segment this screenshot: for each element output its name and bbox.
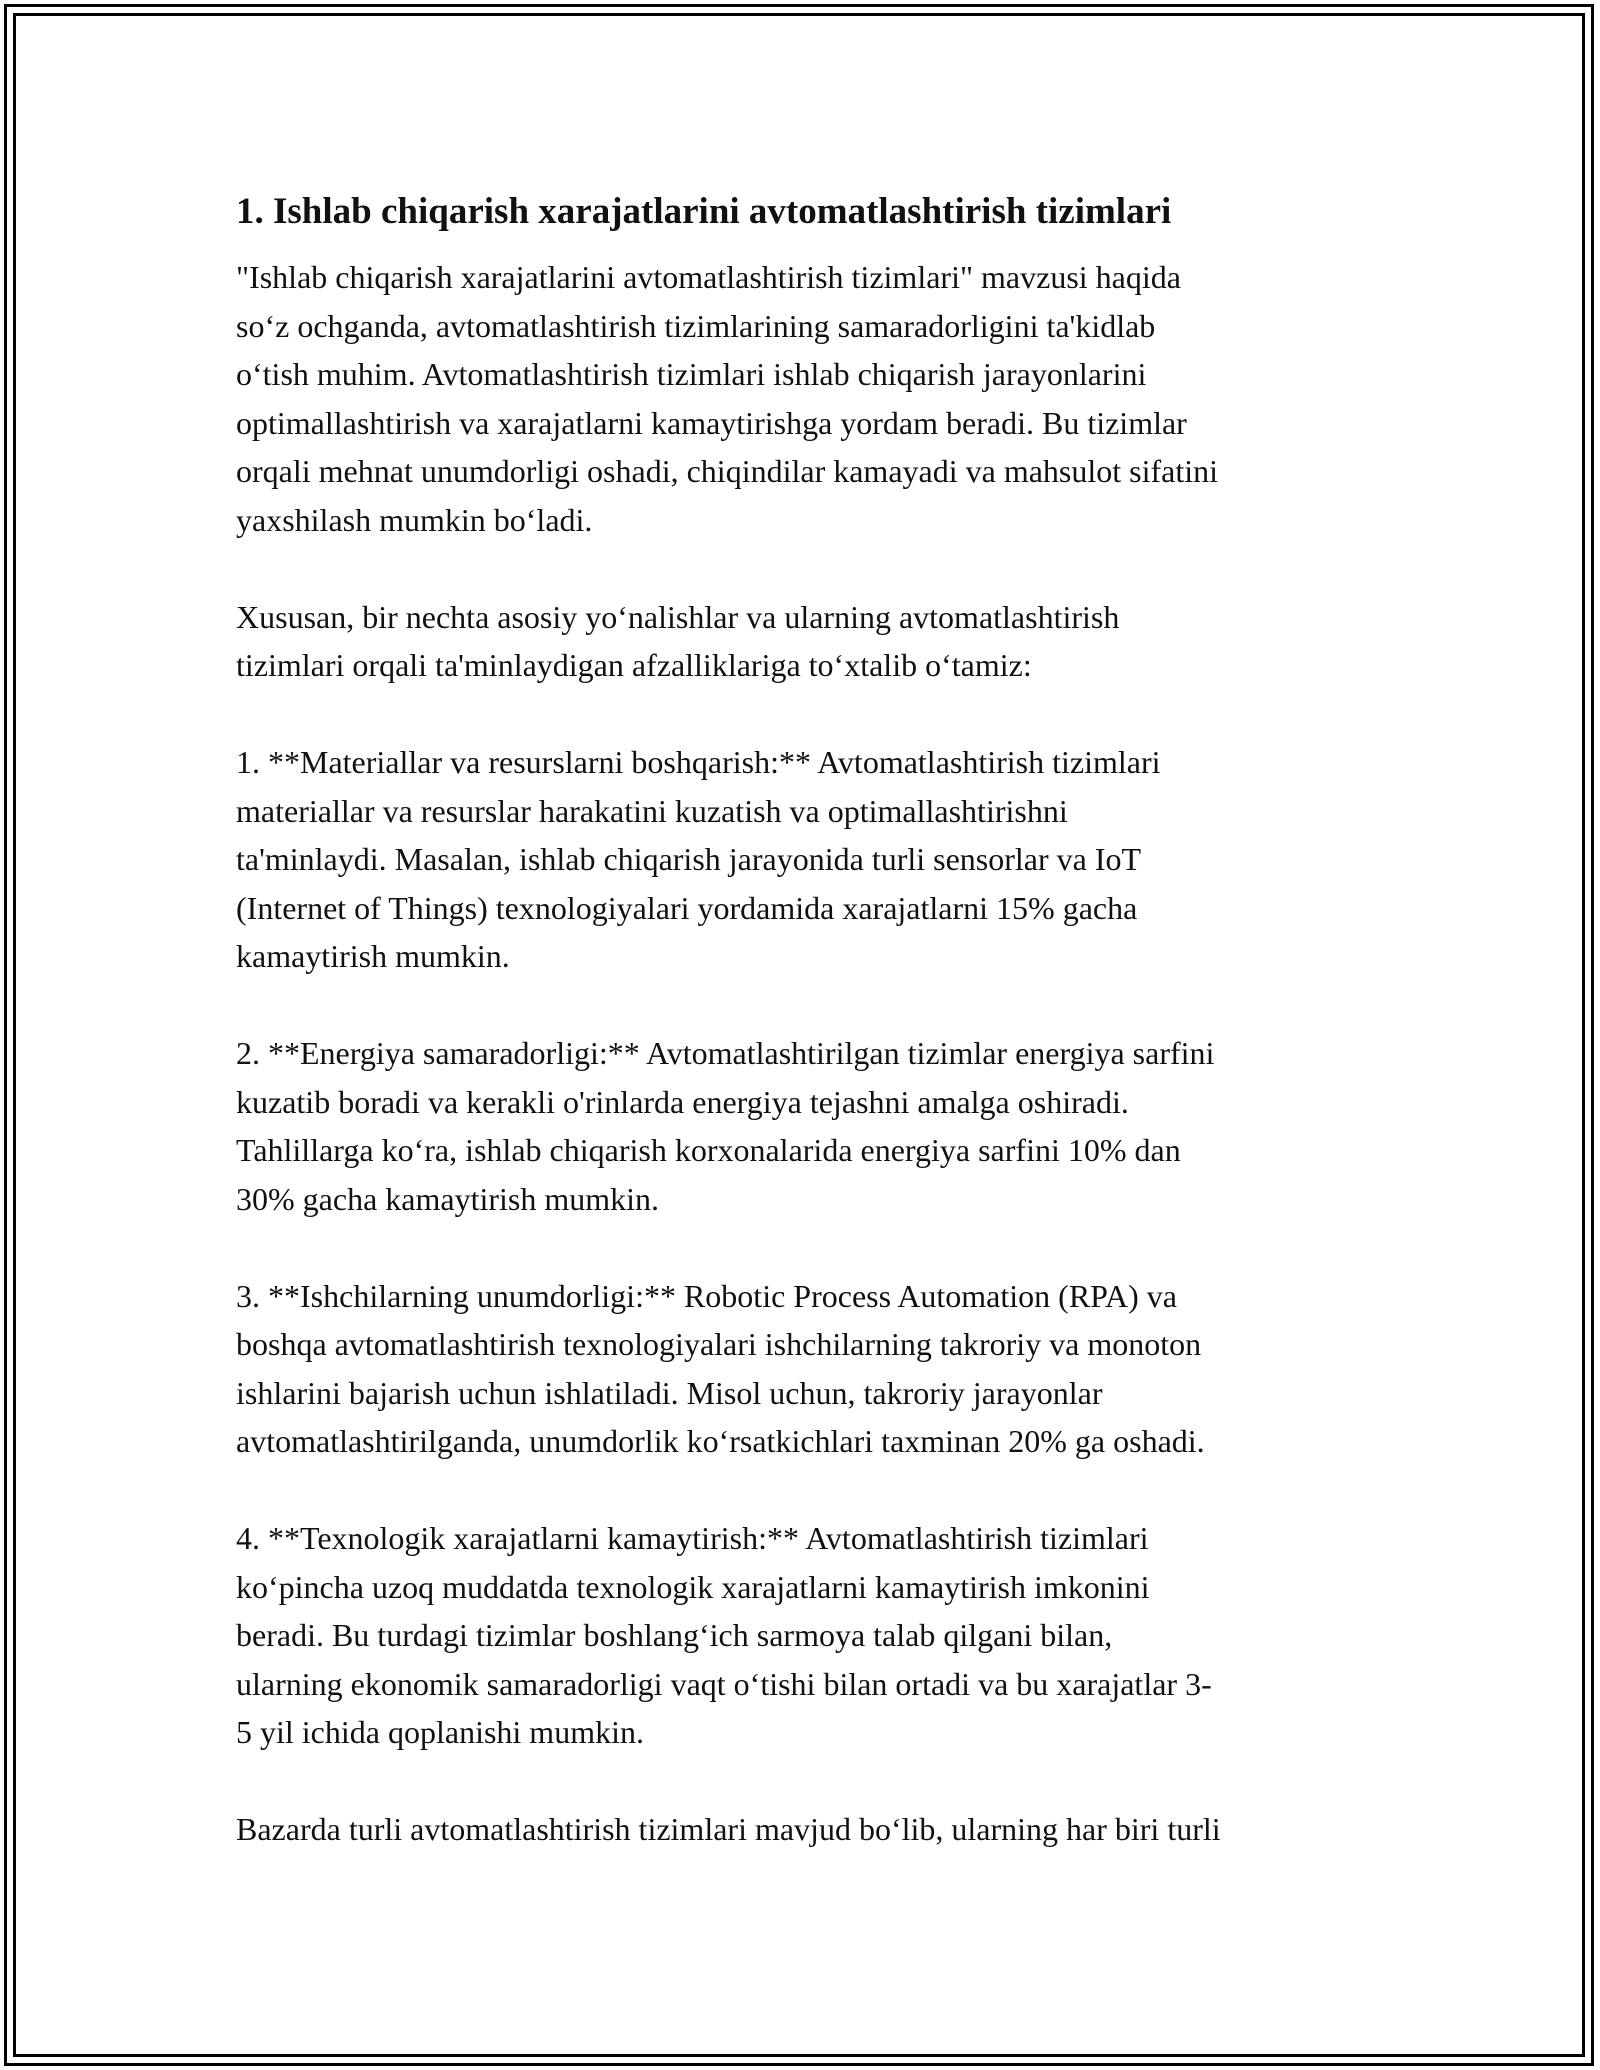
text-line: ta'minlaydi. Masalan, ishlab chiqarish jarayonida turli sensorlar va IoT xyxy=(236,841,1142,877)
paragraph-overview xyxy=(236,593,1366,690)
text-line: 4. **Texnologik xarajatlarni kamaytirish:** Avtomatlashtirish tizimlari xyxy=(236,1520,1149,1556)
paragraph-item-2 xyxy=(236,1029,1366,1223)
text-line: (Internet of Things) texnologiyalari yordamida xarajatlarni 15% gacha xyxy=(236,889,1138,926)
text-line: materiallar va resurslar harakatini kuzatish va optimallashtirishni xyxy=(236,792,1068,829)
text-line: Bazarda turli avtomatlashtirish tizimlari mavjud bo‘lib, ularning har biri turli xyxy=(236,1811,1221,1847)
section-heading: 1. Ishlab chiqarish xarajatlarini avtomatlashtirish tizimlari xyxy=(236,191,1172,232)
text-line: kuzatib boradi va kerakli o'rinlarda energiya tejashni amalga oshiradi. xyxy=(236,1083,1129,1120)
text-line: so‘z ochganda, avtomatlashtirish tizimlarining samaradorligini ta'kidlab xyxy=(236,307,1156,344)
text-line: ishlarini bajarish uchun ishlatiladi. Misol uchun, takroriy jarayonlar xyxy=(236,1374,1103,1411)
text-line: yaxshilash mumkin bo‘ladi. xyxy=(236,501,593,538)
paragraph-item-3 xyxy=(236,1272,1366,1466)
text-line: ularning ekonomik samaradorligi vaqt o‘tishi bilan ortadi va bu xarajatlar 3- xyxy=(236,1665,1212,1702)
paragraph-item-4 xyxy=(236,1514,1366,1757)
text-line: avtomatlashtirilganda, unumdorlik ko‘rsatkichlari taxminan 20% ga oshadi. xyxy=(236,1423,1205,1459)
text-line: kamaytirish mumkin. xyxy=(236,938,510,974)
text-line: boshqa avtomatlashtirish texnologiyalari ishchilarning takroriy va monoton xyxy=(236,1326,1202,1362)
text-line: 1. **Materiallar va resurslarni boshqarish:** Avtomatlashtirish tizimlari xyxy=(236,744,1161,780)
text-line: 3. **Ishchilarning unumdorligi:** Robotic Process Automation (RPA) va xyxy=(236,1277,1177,1314)
text-line: "Ishlab chiqarish xarajatlarini avtomatlashtirish tizimlari" mavzusi haqida xyxy=(236,259,1181,295)
text-line: o‘tish muhim. Avtomatlashtirish tizimlari ishlab chiqarish jarayonlarini xyxy=(236,356,1147,392)
text-line: Xususan, bir nechta asosiy yo‘nalishlar va ularning avtomatlashtirish xyxy=(236,598,1120,635)
text-line: optimallashtirish va xarajatlarni kamaytirishga yordam beradi. Bu tizimlar xyxy=(236,404,1187,441)
text-line: orqali mehnat unumdorligi oshadi, chiqindilar kamayadi va mahsulot sifatini xyxy=(236,453,1219,489)
paragraph-conclusion xyxy=(236,1805,1366,1854)
text-line: 30% gacha kamaytirish mumkin. xyxy=(236,1180,660,1217)
paragraph-item-1 xyxy=(236,738,1366,981)
text-line: Tahlillarga ko‘ra, ishlab chiqarish korxonalarida energiya sarfini 10% dan xyxy=(236,1132,1181,1168)
text-line: 5 yil ichida qoplanishi mumkin. xyxy=(236,1714,644,1750)
text-line: tizimlari orqali ta'minlaydigan afzalliklariga to‘xtalib o‘tamiz: xyxy=(236,647,1032,683)
text-line: ko‘pincha uzoq muddatda texnologik xarajatlarni kamaytirish imkonini xyxy=(236,1568,1150,1605)
document-body xyxy=(236,186,1366,1854)
paragraph-intro xyxy=(236,253,1366,544)
text-line: 2. **Energiya samaradorligi:** Avtomatlashtirilgan tizimlar energiya sarfini xyxy=(236,1035,1215,1071)
text-line: beradi. Bu turdagi tizimlar boshlang‘ich sarmoya talab qilgani bilan, xyxy=(236,1617,1113,1653)
